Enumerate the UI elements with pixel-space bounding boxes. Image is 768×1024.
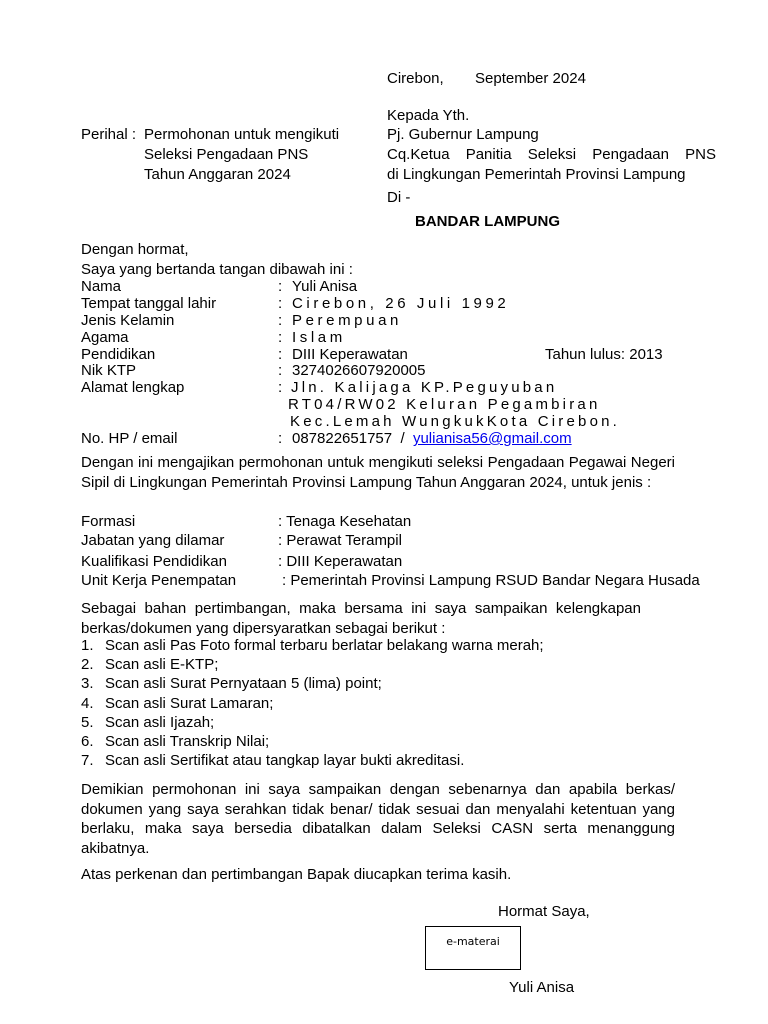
document-item-text: Scan asli Sertifikat atau tangkap layar bukti akreditasi. [105, 752, 465, 770]
contact-row [292, 430, 572, 448]
document-item-number: 2. [81, 656, 94, 674]
place-city: Cirebon, [387, 70, 444, 87]
birth-label: Tempat tanggal lahir [81, 295, 217, 312]
salutation: Dengan hormat, [81, 241, 189, 258]
subject-line2: Seleksi Pengadaan PNS [144, 146, 309, 163]
recipient-line2: Cq.Ketua Panitia Seleksi Pengadaan PNS [387, 146, 716, 163]
gender-colon: : [278, 312, 283, 329]
document-item-number: 7. [81, 752, 94, 770]
name-value: Yuli Anisa [292, 278, 358, 295]
document-item-text: Scan asli E-KTP; [105, 656, 219, 674]
document-item-text: Scan asli Transkrip Nilai; [105, 733, 270, 750]
religion-label: Agama [81, 329, 129, 346]
education-label: Pendidikan [81, 346, 156, 363]
formation-value: : Tenaga Kesehatan [278, 513, 412, 530]
recipient-city: BANDAR LAMPUNG [415, 213, 560, 230]
religion-colon: : [278, 329, 283, 346]
address-colon: : [278, 379, 283, 396]
recipient-line1: Pj. Gubernur Lampung [387, 126, 539, 143]
recipient-greeting: Kepada Yth. [387, 107, 470, 124]
birth-value: Cirebon, 26 Juli 1992 [292, 295, 510, 312]
nik-value: 3274026607920005 [292, 362, 426, 379]
qualification-label: Kualifikasi Pendidikan [81, 553, 227, 570]
signature-name: Yuli Anisa [509, 979, 575, 996]
email-link[interactable]: yulianisa56@gmail.com [412, 430, 572, 447]
education-value: DIII Keperawatan [292, 346, 408, 363]
subject-line1: Permohonan untuk mengikuti [144, 126, 340, 143]
document-item-number: 5. [81, 713, 94, 731]
document-item-number: 6. [81, 733, 94, 750]
documents-intro: Sebagai bahan pertimbangan, maka bersama ini saya sampaikan kelengkapan berkas/dokumen yang dipersyaratkan sebagai berikut : [81, 600, 641, 637]
recipient-di: Di - [387, 189, 411, 206]
nik-label: Nik KTP [81, 362, 137, 379]
e-materai-label: e-materai [446, 935, 500, 948]
gender-value: Perempuan [292, 312, 402, 329]
document-item-text: Scan asli Surat Lamaran; [105, 694, 274, 712]
application-paragraph: Dengan ini mengajikan permohonan untuk mengikuti seleksi Pengadaan Pegawai Negeri Sipil di Lingkungan Pemerintah Provinsi Lampung Tahun Anggaran 2024, untuk jenis : [81, 454, 675, 491]
recipient-line3: di Lingkungan Pemerintah Provinsi Lampung [387, 166, 686, 183]
name-label: Nama [81, 278, 122, 295]
intro-line: Saya yang bertanda tangan dibawah ini : [81, 261, 353, 278]
closing-statement: Demikian permohonan ini saya sampaikan dengan sebenarnya dan apabila berkas/ dokumen yang saya serahkan tidak benar/ tidak sesuai dan menyalahi ketentuan yang berlaku, maka saya bersedia dibatalkan dalam Seleksi CASN serta menanggung akibatnya. [81, 781, 675, 857]
regards-line: Hormat Saya, [498, 903, 590, 920]
religion-value: Islam [292, 329, 346, 346]
birth-colon: : [278, 295, 283, 312]
document-item-text: Scan asli Pas Foto formal terbaru berlatar belakang warna merah; [105, 637, 544, 654]
contact-separator: / [400, 430, 405, 447]
address-line2: RT04/RW02 Keluran Pegambiran [288, 396, 601, 413]
thanks-line: Atas perkenan dan pertimbangan Bapak diucapkan terima kasih. [81, 866, 512, 883]
unit-value: : Pemerintah Provinsi Lampung RSUD Bandar Negara Husada [282, 572, 700, 589]
address-label: Alamat lengkap [81, 379, 185, 396]
contact-colon: : [278, 430, 283, 447]
document-item-text: Scan asli Surat Pernyataan 5 (lima) point; [105, 675, 382, 693]
graduation-year: Tahun lulus: 2013 [545, 346, 663, 363]
formation-label: Formasi [81, 513, 136, 530]
address-line1: Jln. Kalijaga KP.Peguyuban [291, 379, 558, 396]
document-item-number: 4. [81, 694, 94, 712]
contact-label: No. HP / email [81, 430, 178, 447]
document-item-text: Scan asli Ijazah; [105, 713, 215, 731]
subject-label: Perihal : [81, 126, 137, 143]
name-colon: : [278, 278, 283, 295]
gender-label: Jenis Kelamin [81, 312, 175, 329]
nik-colon: : [278, 362, 283, 379]
e-materai-box [425, 926, 521, 970]
position-label: Jabatan yang dilamar [81, 532, 225, 549]
address-line3: Kec.Lemah WungkukKota Cirebon. [290, 413, 621, 430]
letter-date: September 2024 [475, 70, 586, 87]
document-item-number: 1. [81, 637, 94, 654]
unit-label: Unit Kerja Penempatan [81, 572, 237, 589]
document-item-number: 3. [81, 675, 94, 693]
phone-value: 087822651757 [292, 430, 393, 447]
position-value: : Perawat Terampil [278, 532, 402, 549]
subject-line3: Tahun Anggaran 2024 [144, 166, 291, 183]
qualification-value: : DIII Keperawatan [278, 553, 403, 570]
education-colon: : [278, 346, 283, 363]
